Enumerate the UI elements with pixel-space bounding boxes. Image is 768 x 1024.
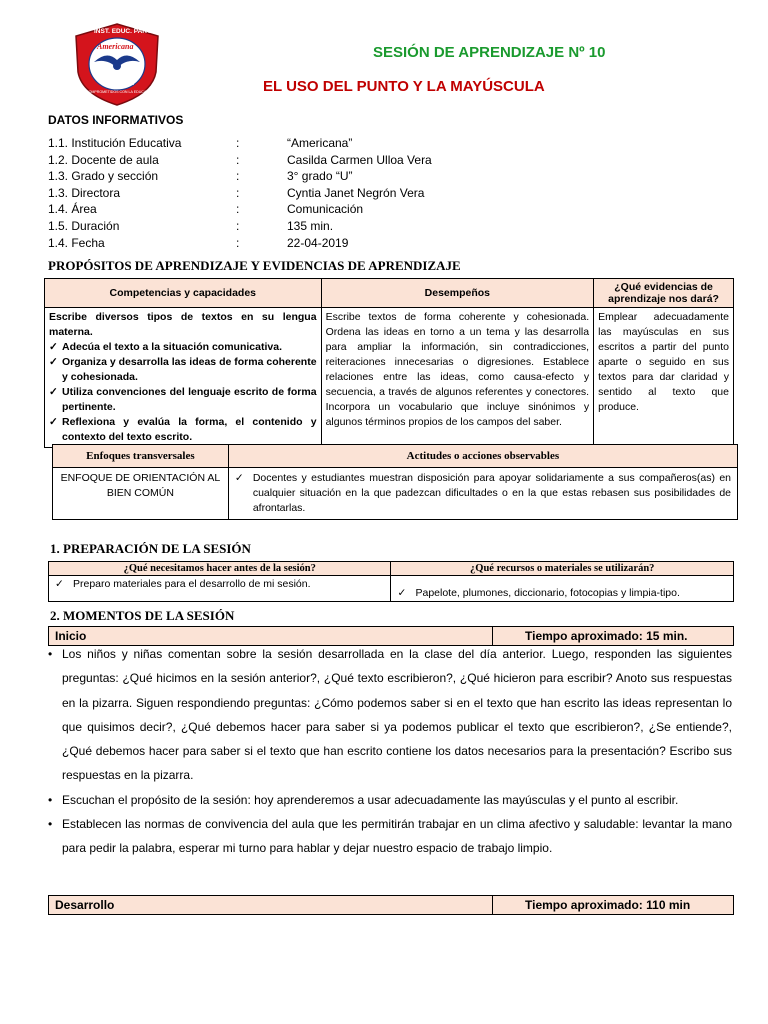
- datos-value: 135 min.: [287, 219, 334, 233]
- datos-sep: :: [236, 235, 240, 250]
- capacidades-list: [49, 340, 317, 445]
- bullet-item: • Establecen las normas de convivencia del aula que les permitirán trabajar en un clima afectivo y saludable: levantar la mano para pedir la palabra, esperar mi turno para hablar y dejar nuestro espacio de trabajo limpio.: [48, 812, 732, 861]
- evidencia-cell: Emplear adecuadamente las mayúsculas en sus escritos a partir del punto aparte o seguido en sus textos para dar claridad y sentido al texto que produce.: [594, 308, 734, 448]
- school-logo: [72, 22, 162, 107]
- header-competencias: Competencias y capacidades: [45, 279, 322, 308]
- actitud-text: ✓ Docentes y estudiantes muestran disposición para apoyar solidariamente a sus compañeros(as) en cualquier situación en la que padezcan dificultades o en la que estas rebasen sus posibilidades de afrontarlas.: [235, 471, 731, 516]
- datos-key: 1.4. Fecha: [48, 235, 105, 250]
- datos-key: 1.4. Área: [48, 202, 97, 217]
- datos-sep: :: [236, 219, 240, 233]
- bullet-item: • Los niños y niñas comentan sobre la sesión desarrollada en la clase del día anterior. Luego, responden las siguientes preguntas: ¿Qué hicimos en la sesión anterior?, ¿Qué texto escribieron?, ¿Qué hicieron para escribir? Anoto sus respuestas en la pizarra. Siguen respondiendo preguntas: ¿Cómo podemos saber si en el texto que han escrito las ideas representan lo que quisimos decir?, ¿Qué debemos hacer para saber si ya podemos publicar el texto que escribieron?, ¿Se entiende?, ¿Qué debemos hacer para saber si el texto que han escrito contiene los datos necesarios para la presentación? Escribo sus respuestas en la pizarra.: [48, 642, 732, 788]
- datos-value: Cyntia Janet Negrón Vera: [287, 185, 425, 200]
- datos-row: [48, 136, 548, 152]
- actitud-cell: [228, 468, 737, 520]
- capacidad-item: ✓ Organiza y desarrolla las ideas de forma coherente y cohesionada.: [49, 355, 317, 385]
- datos-sep: :: [236, 152, 240, 167]
- recursos-text: ✓ Papelote, plumones, diccionario, fotocopias y limpia-tipo.: [397, 587, 727, 599]
- datos-row: [48, 169, 548, 185]
- header-enfoques: Enfoques transversales: [53, 445, 229, 468]
- datos-key: 1.2. Docente de aula: [48, 152, 159, 167]
- datos-value: “Americana”: [287, 136, 353, 150]
- datos-row: [48, 202, 548, 218]
- session-subtitle: EL USO DEL PUNTO Y LA MAYÚSCULA: [263, 78, 545, 95]
- inicio-time: Tiempo aproximado: 15 min.: [492, 627, 725, 645]
- propositos-heading: PROPÓSITOS DE APRENDIZAJE Y EVIDENCIAS DE APRENDIZAJE: [48, 258, 461, 273]
- antes-cell: [49, 576, 391, 602]
- datos-value: Casilda Carmen Ulloa Vera: [287, 152, 432, 167]
- session-title: SESIÓN DE APRENDIZAJE Nº 10: [373, 44, 606, 61]
- enfoques-table: [52, 444, 738, 520]
- momentos-heading: 2. MOMENTOS DE LA SESIÓN: [50, 608, 235, 623]
- datos-value: 22-04-2019: [287, 235, 349, 250]
- datos-sep: :: [236, 185, 240, 200]
- datos-sep: :: [236, 169, 240, 184]
- datos-sep: :: [236, 136, 240, 150]
- desarrollo-time: Tiempo aproximado: 110 min: [492, 896, 725, 914]
- competencia-text: Escribe diversos tipos de textos en su lengua materna.: [49, 311, 317, 338]
- header-recursos: ¿Qué recursos o materiales se utilizarán?: [391, 562, 734, 576]
- datos-row: [48, 186, 548, 202]
- datos-key: 1.1. Institución Educativa: [48, 136, 182, 150]
- recursos-cell: [391, 576, 734, 602]
- datos-row: [48, 219, 548, 235]
- header-evidencias: ¿Qué evidencias de aprendizaje nos dará?: [594, 279, 734, 308]
- propositos-table: [44, 278, 734, 448]
- inicio-bullets: [48, 642, 732, 861]
- desempeno-cell: Escribe textos de forma coherente y cohesionada. Ordena las ideas en torno a un tema y las desarrolla para ampliar la información, sin contradicciones, reiteraciones innecesarias o digresiones. Establece relaciones entre las ideas, como causa-efecto y secuencia, a través de algunos referentes y conectores. Incorpora un vocabulario que incluye sinónimos y algunos términos propios de los campos del saber.: [321, 308, 594, 448]
- header-actitudes: Actitudes o acciones observables: [228, 445, 737, 468]
- desarrollo-label: Desarrollo: [55, 898, 115, 912]
- datos-value: 3° grado “U”: [287, 169, 353, 184]
- logo-center-text: Americana: [97, 42, 134, 51]
- datos-key: 1.3. Grado y sección: [48, 169, 159, 184]
- enfoque-cell: ENFOQUE DE ORIENTACIÓN AL BIEN COMÚN: [53, 468, 229, 520]
- preparacion-table: [48, 561, 734, 602]
- capacidad-item: ✓ Utiliza convenciones del lenguaje escrito de forma pertinente.: [49, 385, 317, 415]
- bullet-item: • Escuchan el propósito de la sesión: hoy aprenderemos a usar adecuadamente las mayúsculas y el punto al escribir.: [48, 788, 732, 812]
- inicio-label: Inicio: [55, 629, 87, 643]
- header-desempenos: Desempeños: [321, 279, 594, 308]
- competencias-cell: [45, 308, 322, 448]
- preparacion-heading: 1. PREPARACIÓN DE LA SESIÓN: [50, 541, 251, 556]
- desarrollo-bar: [48, 895, 734, 915]
- capacidad-item: ✓ Adecúa el texto a la situación comunicativa.: [49, 340, 317, 355]
- logo-ring-text: COMPROMETIDOS CON LA EDUCACIÓN: [86, 90, 156, 94]
- datos-value: Comunicación: [287, 202, 364, 217]
- datos-heading: DATOS INFORMATIVOS: [48, 113, 184, 127]
- datos-key: 1.3. Directora: [48, 185, 121, 200]
- datos-sep: :: [236, 202, 240, 217]
- datos-row: [48, 153, 548, 169]
- capacidad-item: ✓ Reflexiona y evalúa la forma, el contenido y contexto del texto escrito.: [49, 415, 317, 445]
- header-antes: ¿Qué necesitamos hacer antes de la sesión?: [49, 562, 391, 576]
- datos-key: 1.5. Duración: [48, 219, 120, 233]
- logo-bottom-text: CHICAMA: [101, 80, 135, 87]
- antes-text: ✓ Preparo materiales para el desarrollo de mi sesión.: [55, 578, 384, 590]
- datos-row: [48, 236, 548, 252]
- logo-top-text: INST. EDUC. PART.: [94, 28, 153, 35]
